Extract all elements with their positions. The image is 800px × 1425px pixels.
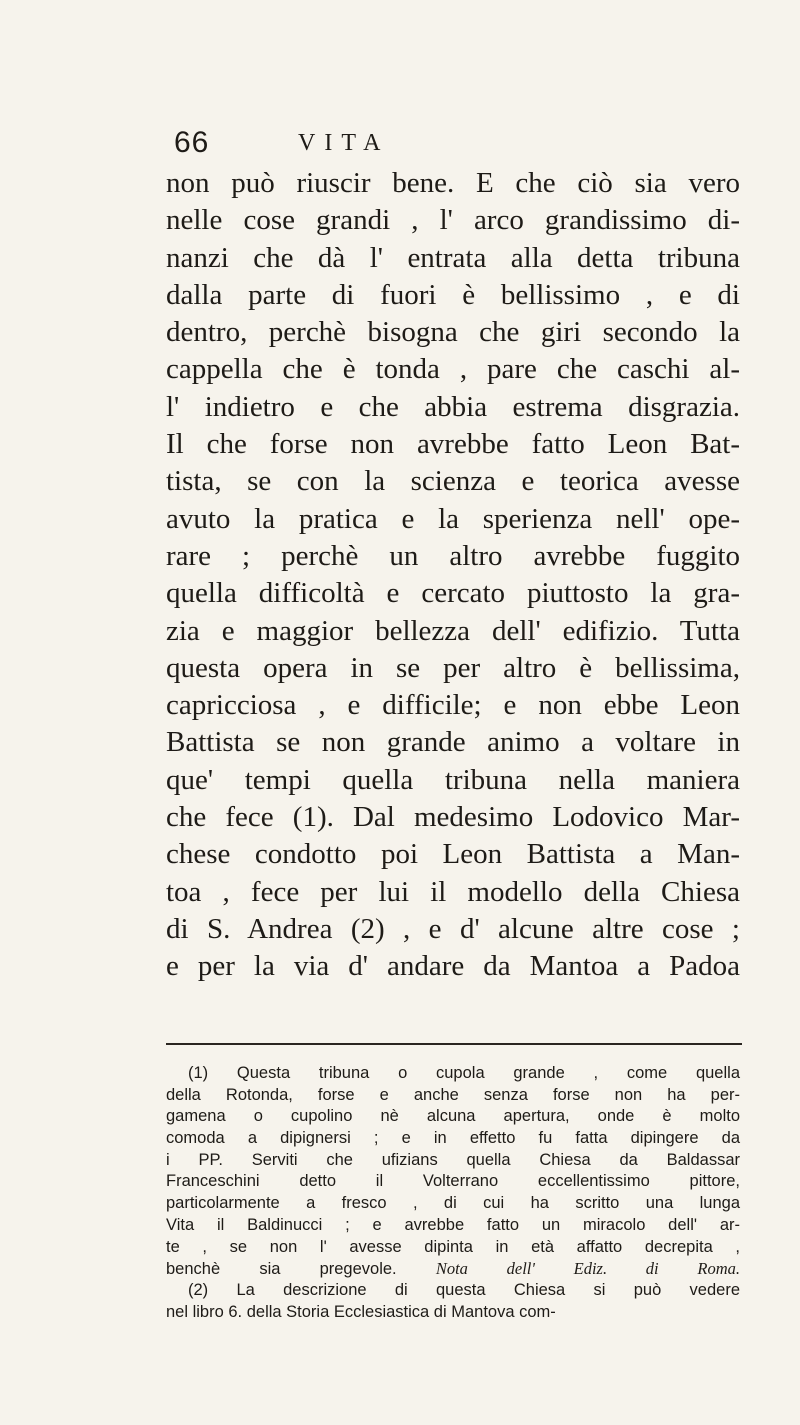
footnote-line: della Rotonda, forse e anche senza forse non ha per- — [166, 1085, 740, 1104]
body-line: avuto la pratica e la sperienza nell' ope- — [166, 502, 740, 535]
body-line: non può riuscir bene. E che ciò sia vero — [166, 167, 740, 199]
footnote-line: (2) La descrizione di questa Chiesa si può vedere — [188, 1280, 740, 1299]
body-line: che fece (1). Dal medesimo Lodovico Mar- — [166, 801, 740, 834]
body-line: capricciosa , e difficile; e non ebbe Leon — [166, 689, 740, 722]
footnote-line: nel libro 6. della Storia Ecclesiastica di Mantova com- — [166, 1302, 556, 1321]
body-line: tista, se con la scienza e teorica avesse — [166, 465, 740, 498]
footnote-line: Franceschini detto il Volterrano eccellentissimo pittore, — [166, 1172, 740, 1191]
footnote-line: gamena o cupolino nè alcuna apertura, onde è molto — [166, 1107, 740, 1126]
running-title: VITA — [298, 130, 390, 156]
footnote-attribution: Nota dell' Ediz. di Roma. — [435, 1259, 740, 1279]
footnote-line: particolarmente a fresco , di cui ha scritto una lunga — [166, 1194, 740, 1213]
body-line: e per la via d' andare da Mantoa a Padoa — [166, 950, 740, 983]
body-line: questa opera in se per altro è bellissima, — [166, 651, 740, 684]
body-line: cappella che è tonda , pare che caschi al- — [166, 353, 740, 386]
body-text — [166, 165, 740, 986]
body-line: rare ; perchè un altro avrebbe fuggito — [166, 539, 740, 572]
page-number: 66 — [174, 126, 210, 159]
body-line: zia e maggior bellezza dell' edifizio. Tutta — [166, 614, 740, 647]
footnote-line: comoda a dipignersi ; e in effetto fu fatta dipingere da — [166, 1129, 740, 1148]
body-line: nelle cose grandi , l' arco grandissimo di- — [166, 204, 740, 237]
footnote-text: benchè sia pregevole. — [166, 1260, 397, 1279]
body-line: Il che forse non avrebbe fatto Leon Bat- — [166, 428, 740, 461]
footnote-line: i PP. Serviti che ufizians quella Chiesa da Baldassar — [166, 1150, 740, 1169]
body-line: dentro, perchè bisogna che giri secondo la — [166, 316, 740, 349]
body-line: dalla parte di fuori è bellissimo , e di — [166, 278, 740, 311]
body-line: chese condotto poi Leon Battista a Man- — [166, 838, 740, 871]
footnote-line: te , se non l' avesse dipinta in età affatto decrepita , — [166, 1237, 740, 1256]
footnote-line — [166, 1258, 740, 1280]
footnotes — [166, 1063, 740, 1323]
body-line: Battista se non grande animo a voltare in — [166, 726, 740, 759]
body-line: nanzi che dà l' entrata alla detta tribuna — [166, 241, 740, 274]
footnote-line: (1) Questa tribuna o cupola grande , come quella — [188, 1064, 740, 1082]
footnote-rule — [166, 1043, 742, 1045]
running-head — [174, 126, 744, 166]
footnote-line: Vita il Baldinucci ; e avrebbe fatto un miracolo dell' ar- — [166, 1215, 740, 1234]
body-line: l' indietro e che abbia estrema disgrazia. — [166, 390, 740, 423]
body-line: quella difficoltà e cercato piuttosto la gra- — [166, 577, 740, 610]
body-line: di S. Andrea (2) , e d' alcune altre cose ; — [166, 912, 740, 945]
body-line: que' tempi quella tribuna nella maniera — [166, 763, 740, 796]
body-line: toa , fece per lui il modello della Chiesa — [166, 875, 740, 908]
